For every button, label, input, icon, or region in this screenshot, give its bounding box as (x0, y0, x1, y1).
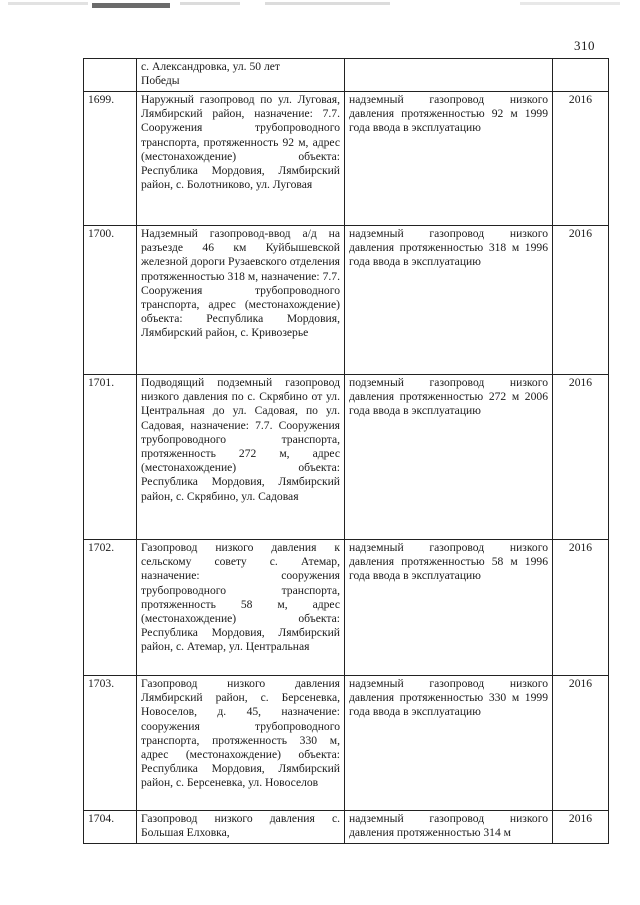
scan-artifact-dark (92, 3, 170, 8)
object-name-text: с. Александровка, ул. 50 лет Победы (141, 60, 280, 88)
year-cell: 2016 (553, 375, 609, 540)
table-row (84, 540, 609, 676)
row-number-cell: 1703. (84, 676, 137, 811)
object-name-cell: Подводящий подземный газопровод низкого давления по с. Скрябино от ул. Центральная до ул. Садовая, по ул. Садовая, назначение: 7.7. Сооружения трубопроводного транспорта, протяженность 272 м, адрес (местонахождение) объекта: Республика Мордовия, Лямбирский район, с. Скрябино, ул. Садовая (137, 375, 345, 540)
scan-artifact-right (520, 2, 620, 5)
year-cell (553, 59, 609, 92)
object-name-cell: Наружный газопровод по ул. Луговая, Лямбирский район, назначение: 7.7. Сооружения трубопроводного транспорта, протяженность 92 м, адрес (местонахождение) объекта: Республика Мордовия, Лямбирский район, с. Болотниково, ул. Луговая (137, 92, 345, 226)
object-description-cell: надземный газопровод низкого давления протяженностью 318 м 1996 года ввода в эксплуатацию (345, 226, 553, 375)
table-row (84, 226, 609, 375)
table-row (84, 676, 609, 811)
object-name-cell (137, 59, 345, 92)
object-name-cell: Надземный газопровод-ввод а/д на разъезде 46 км Куйбышевской железной дороги Рузаевского отделения протяженностью 318 м, назначение: 7.7. Сооружения трубопроводного транспорта, адрес (местонахождение) объекта: Республика Мордовия, Лямбирский район, с. Кривозерье (137, 226, 345, 375)
year-cell: 2016 (553, 676, 609, 811)
table-row (84, 375, 609, 540)
object-description-cell: надземный газопровод низкого давления протяженностью 314 м (345, 811, 553, 844)
table-row (84, 811, 609, 844)
object-description-cell: надземный газопровод низкого давления протяженностью 92 м 1999 года ввода в эксплуатацию (345, 92, 553, 226)
year-cell: 2016 (553, 226, 609, 375)
row-number-cell (84, 59, 137, 92)
row-number-cell: 1700. (84, 226, 137, 375)
object-description-cell: подземный газопровод низкого давления протяженностью 272 м 2006 года ввода в эксплуатацию (345, 375, 553, 540)
row-number-cell: 1702. (84, 540, 137, 676)
object-name-cell: Газопровод низкого давления с. Большая Елховка, (137, 811, 345, 844)
scan-artifact-left (8, 2, 88, 5)
object-description-cell: надземный газопровод низкого давления протяженностью 330 м 1999 года ввода в эксплуатацию (345, 676, 553, 811)
row-number-cell: 1701. (84, 375, 137, 540)
object-name-cell: Газопровод низкого давления Лямбирский район, с. Берсеневка, Новоселов, д. 45, назначение: сооружения трубопроводного транспорта, протяженность 330 м, адрес (местонахождение) объекта: Республика Мордовия, Лямбирский район, с. Берсеневка, ул. Новоселов (137, 676, 345, 811)
year-cell: 2016 (553, 811, 609, 844)
year-cell: 2016 (553, 92, 609, 226)
scan-artifact-mid (180, 2, 240, 5)
year-cell: 2016 (553, 540, 609, 676)
row-number-cell: 1699. (84, 92, 137, 226)
row-number-cell: 1704. (84, 811, 137, 844)
table-row (84, 92, 609, 226)
object-name-cell: Газопровод низкого давления к сельскому совету с. Атемар, назначение: сооружения трубопроводного транспорта, протяженность 58 м, адрес (местонахождение) объекта: Республика Мордовия, Лямбирский район, с. Атемар, ул. Центральная (137, 540, 345, 676)
page-number: 310 (574, 38, 595, 53)
registry-table (83, 58, 609, 844)
table-row (84, 59, 609, 92)
object-description-cell: надземный газопровод низкого давления протяженностью 58 м 1996 года ввода в эксплуатацию (345, 540, 553, 676)
scan-artifact-center (265, 2, 390, 5)
object-description-cell (345, 59, 553, 92)
